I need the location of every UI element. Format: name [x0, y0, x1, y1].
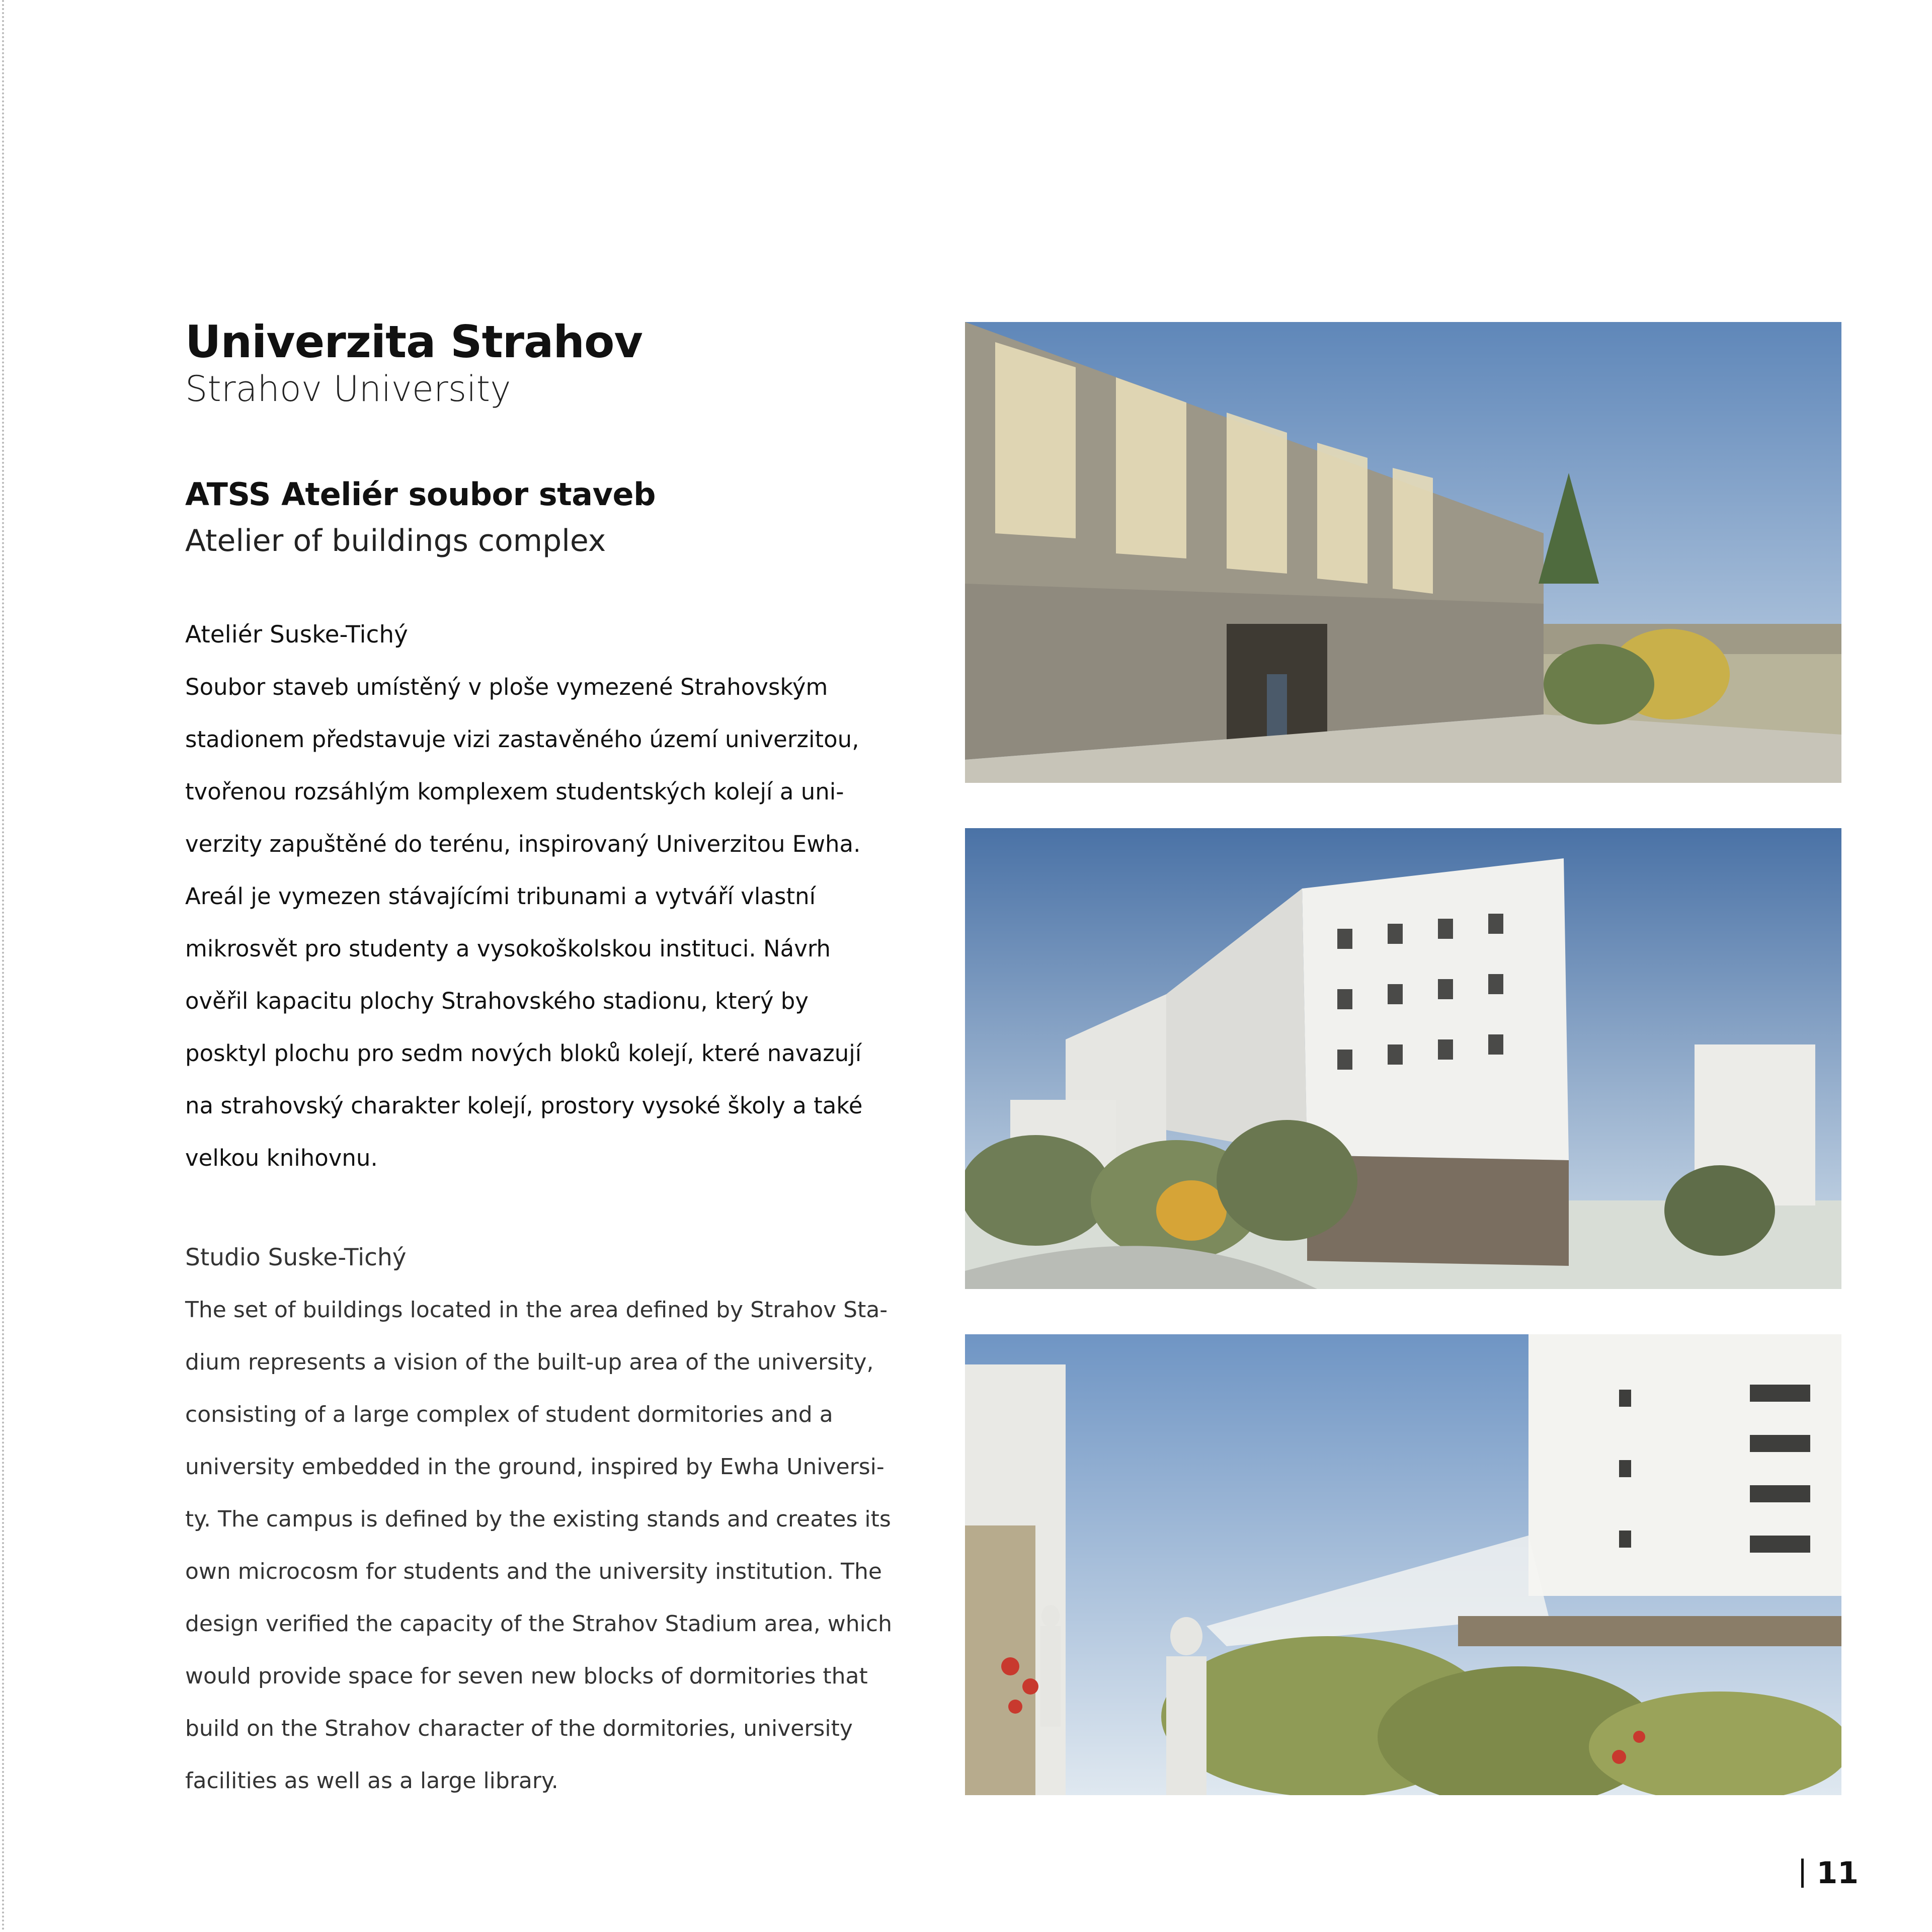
czech-line: stadionem představuje vizi zastavěného území univerzitou,: [185, 726, 859, 753]
czech-paragraph: [185, 609, 930, 1184]
english-paragraph: [185, 1232, 930, 1807]
page-number-divider: [1801, 1859, 1804, 1888]
english-line: The set of buildings located in the area defined by Strahov Sta-: [185, 1297, 888, 1323]
english-line: university embedded in the ground, inspired by Ewha Universi-: [185, 1454, 884, 1480]
page-number: [1801, 1856, 1859, 1891]
title-english: Strahov University: [185, 368, 511, 410]
render-courtyard-garden: [965, 1334, 1841, 1795]
czech-line: posktyl plochu pro sedm nových bloků kolejí, které navazují: [185, 1040, 862, 1067]
english-line: would provide space for seven new blocks of dormitories that: [185, 1663, 868, 1689]
subtitle-czech: ATSS Ateliér soubor staveb: [185, 476, 656, 513]
czech-line: velkou knihovnu.: [185, 1145, 378, 1171]
czech-heading: Ateliér Suske-Tichý: [185, 621, 408, 649]
english-heading: Studio Suske-Tichý: [185, 1244, 407, 1271]
page-edge-dotted-line: [2, 0, 4, 1932]
czech-line: ověřil kapacitu plochy Strahovského stadionu, který by: [185, 988, 809, 1014]
render-dormitory-blocks: [965, 828, 1841, 1289]
english-line: ty. The campus is defined by the existing stands and creates its: [185, 1506, 891, 1532]
english-line: dium represents a vision of the built-up area of the university,: [185, 1349, 874, 1375]
czech-line: Areál je vymezen stávajícími tribunami a vytváří vlastní: [185, 883, 816, 910]
english-line: design verified the capacity of the Strahov Stadium area, which: [185, 1611, 892, 1637]
czech-line: Soubor staveb umístěný v ploše vymezené Strahovským: [185, 674, 828, 700]
render-timber-facade: [965, 322, 1841, 783]
title-czech: Univerzita Strahov: [185, 316, 642, 368]
english-line: build on the Strahov character of the dormitories, university: [185, 1716, 853, 1741]
czech-line: tvořenou rozsáhlým komplexem studentských kolejí a uni-: [185, 778, 844, 805]
page-number-value: 11: [1816, 1856, 1859, 1891]
english-line: consisting of a large complex of student dormitories and a: [185, 1402, 833, 1427]
czech-line: mikrosvět pro studenty a vysokoškolskou instituci. Návrh: [185, 935, 831, 962]
czech-line: na strahovský charakter kolejí, prostory vysoké školy a také: [185, 1092, 863, 1119]
english-line: facilities as well as a large library.: [185, 1768, 558, 1794]
subtitle-english: Atelier of buildings complex: [185, 523, 606, 558]
english-line: own microcosm for students and the university institution. The: [185, 1559, 882, 1584]
czech-line: verzity zapuštěné do terénu, inspirovaný Univerzitou Ewha.: [185, 831, 861, 857]
